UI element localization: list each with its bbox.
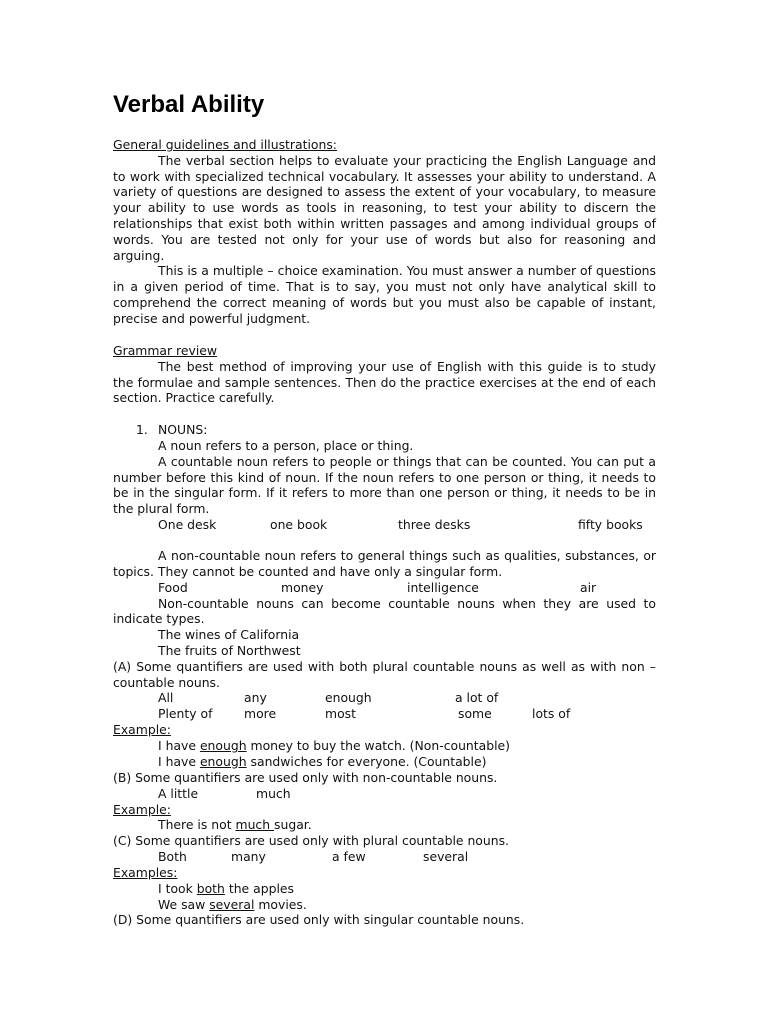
quantifier-word: Plenty of	[158, 706, 213, 722]
quantifier-word: Both	[158, 848, 187, 864]
quantifier-a-row-1	[113, 690, 656, 706]
example-sentence: I have enough money to buy the watch. (Non-countable)	[158, 738, 511, 754]
quantifier-word: several	[423, 848, 469, 864]
noncountable-example: air	[580, 579, 597, 595]
nouns-heading: NOUNS:	[158, 422, 208, 437]
example-label: Examples:	[113, 864, 178, 880]
example-sentence: We saw several movies.	[158, 896, 307, 912]
example-sentence: There is not much sugar.	[158, 817, 312, 833]
underlined-quantifier: several	[209, 896, 255, 912]
intro-heading: General guidelines and illustrations:	[113, 137, 337, 152]
noun-definition: A noun refers to a person, place or thing.	[158, 438, 414, 453]
underlined-quantifier: both	[196, 880, 225, 896]
type-example: The fruits of Northwest	[158, 642, 301, 658]
underlined-quantifier: much	[235, 817, 275, 833]
quantifier-word: any	[244, 690, 267, 706]
countable-example: fifty books	[578, 516, 643, 532]
quantifier-c-row	[113, 849, 656, 865]
intro-paragraph-1: The verbal section helps to evaluate your practicing the English Language and to work with specialized technical vocabulary. It assesses your ability to understand. A variety of questions are designed to assess the extent of your vocabulary, to measure your ability to use words as tools in reasoning, to test your ability to discern the relationships that exist both within written passages and among individual groups of words. You are tested not only for your use of words but also for reasoning and arguing.	[113, 152, 656, 263]
countable-examples-row	[113, 517, 656, 533]
grammar-heading: Grammar review	[113, 343, 218, 358]
quantifier-word: a few	[332, 848, 366, 864]
quantifier-a-row-2	[113, 706, 656, 722]
quantifier-word: more	[244, 706, 277, 722]
type-example: The wines of California	[158, 627, 300, 643]
quantifier-rule-b: (B) Some quantifiers are used only with non-countable nouns.	[113, 769, 498, 785]
page-title: Verbal Ability	[113, 91, 265, 118]
countable-example: one book	[270, 516, 328, 532]
countable-example: One desk	[158, 516, 217, 532]
quantifier-word: All	[158, 690, 174, 706]
countable-example: three desks	[398, 516, 471, 532]
underlined-quantifier: enough	[199, 753, 247, 769]
quantifier-word: A little	[158, 785, 199, 801]
quantifier-rule-d: (D) Some quantifiers are used only with singular countable nouns.	[113, 912, 525, 928]
quantifier-word: many	[231, 848, 266, 864]
example-label: Example:	[113, 801, 171, 817]
quantifier-word: a lot of	[455, 690, 499, 706]
noncountable-example: Food	[158, 579, 188, 595]
underlined-quantifier: enough	[199, 738, 247, 754]
countable-paragraph: A countable noun refers to people or things that can be counted. You can put a number before this kind of noun. If the noun refers to one person or thing, it needs to be in the singular form. If it refers to more than one person or thing, it needs to be in the plural form.	[113, 453, 656, 517]
quantifier-word: enough	[325, 690, 372, 706]
become-countable-paragraph: Non-countable nouns can become countable nouns when they are used to indicate types.	[113, 595, 656, 627]
quantifier-word: lots of	[532, 706, 571, 722]
quantifier-word: much	[256, 785, 291, 801]
noncountable-example: money	[281, 579, 324, 595]
intro-paragraph-2: This is a multiple – choice examination. You must answer a number of questions in a given period of time. That is to say, you must not only have analytical skill to comprehend the correct meaning of words but you must also be capable of instant, precise and powerful judgment.	[113, 263, 656, 326]
nouns-number: 1.	[136, 422, 148, 437]
quantifier-word: most	[325, 706, 356, 722]
noncountable-example: intelligence	[407, 579, 479, 595]
quantifier-rule-c: (C) Some quantifiers are used only with plural countable nouns.	[113, 833, 509, 849]
quantifier-word: some	[458, 706, 492, 722]
example-sentence: I have enough sandwiches for everyone. (Countable)	[158, 753, 487, 769]
noncountable-examples-row	[113, 580, 656, 596]
noncountable-paragraph: A non-countable noun refers to general things such as qualities, substances, or topics. They cannot be counted and have only a singular form.	[113, 548, 656, 579]
example-label: Example:	[113, 722, 171, 738]
example-sentence: I took both the apples	[158, 880, 294, 896]
nouns-heading-row	[113, 422, 656, 438]
quantifier-b-row	[113, 786, 656, 802]
quantifier-rule-a: (A) Some quantifiers are used with both plural countable nouns as well as with non – countable nouns.	[113, 658, 656, 690]
grammar-paragraph: The best method of improving your use of English with this guide is to study the formulae and sample sentences. Then do the practice exercises at the end of each section. Practice carefully.	[113, 358, 656, 406]
